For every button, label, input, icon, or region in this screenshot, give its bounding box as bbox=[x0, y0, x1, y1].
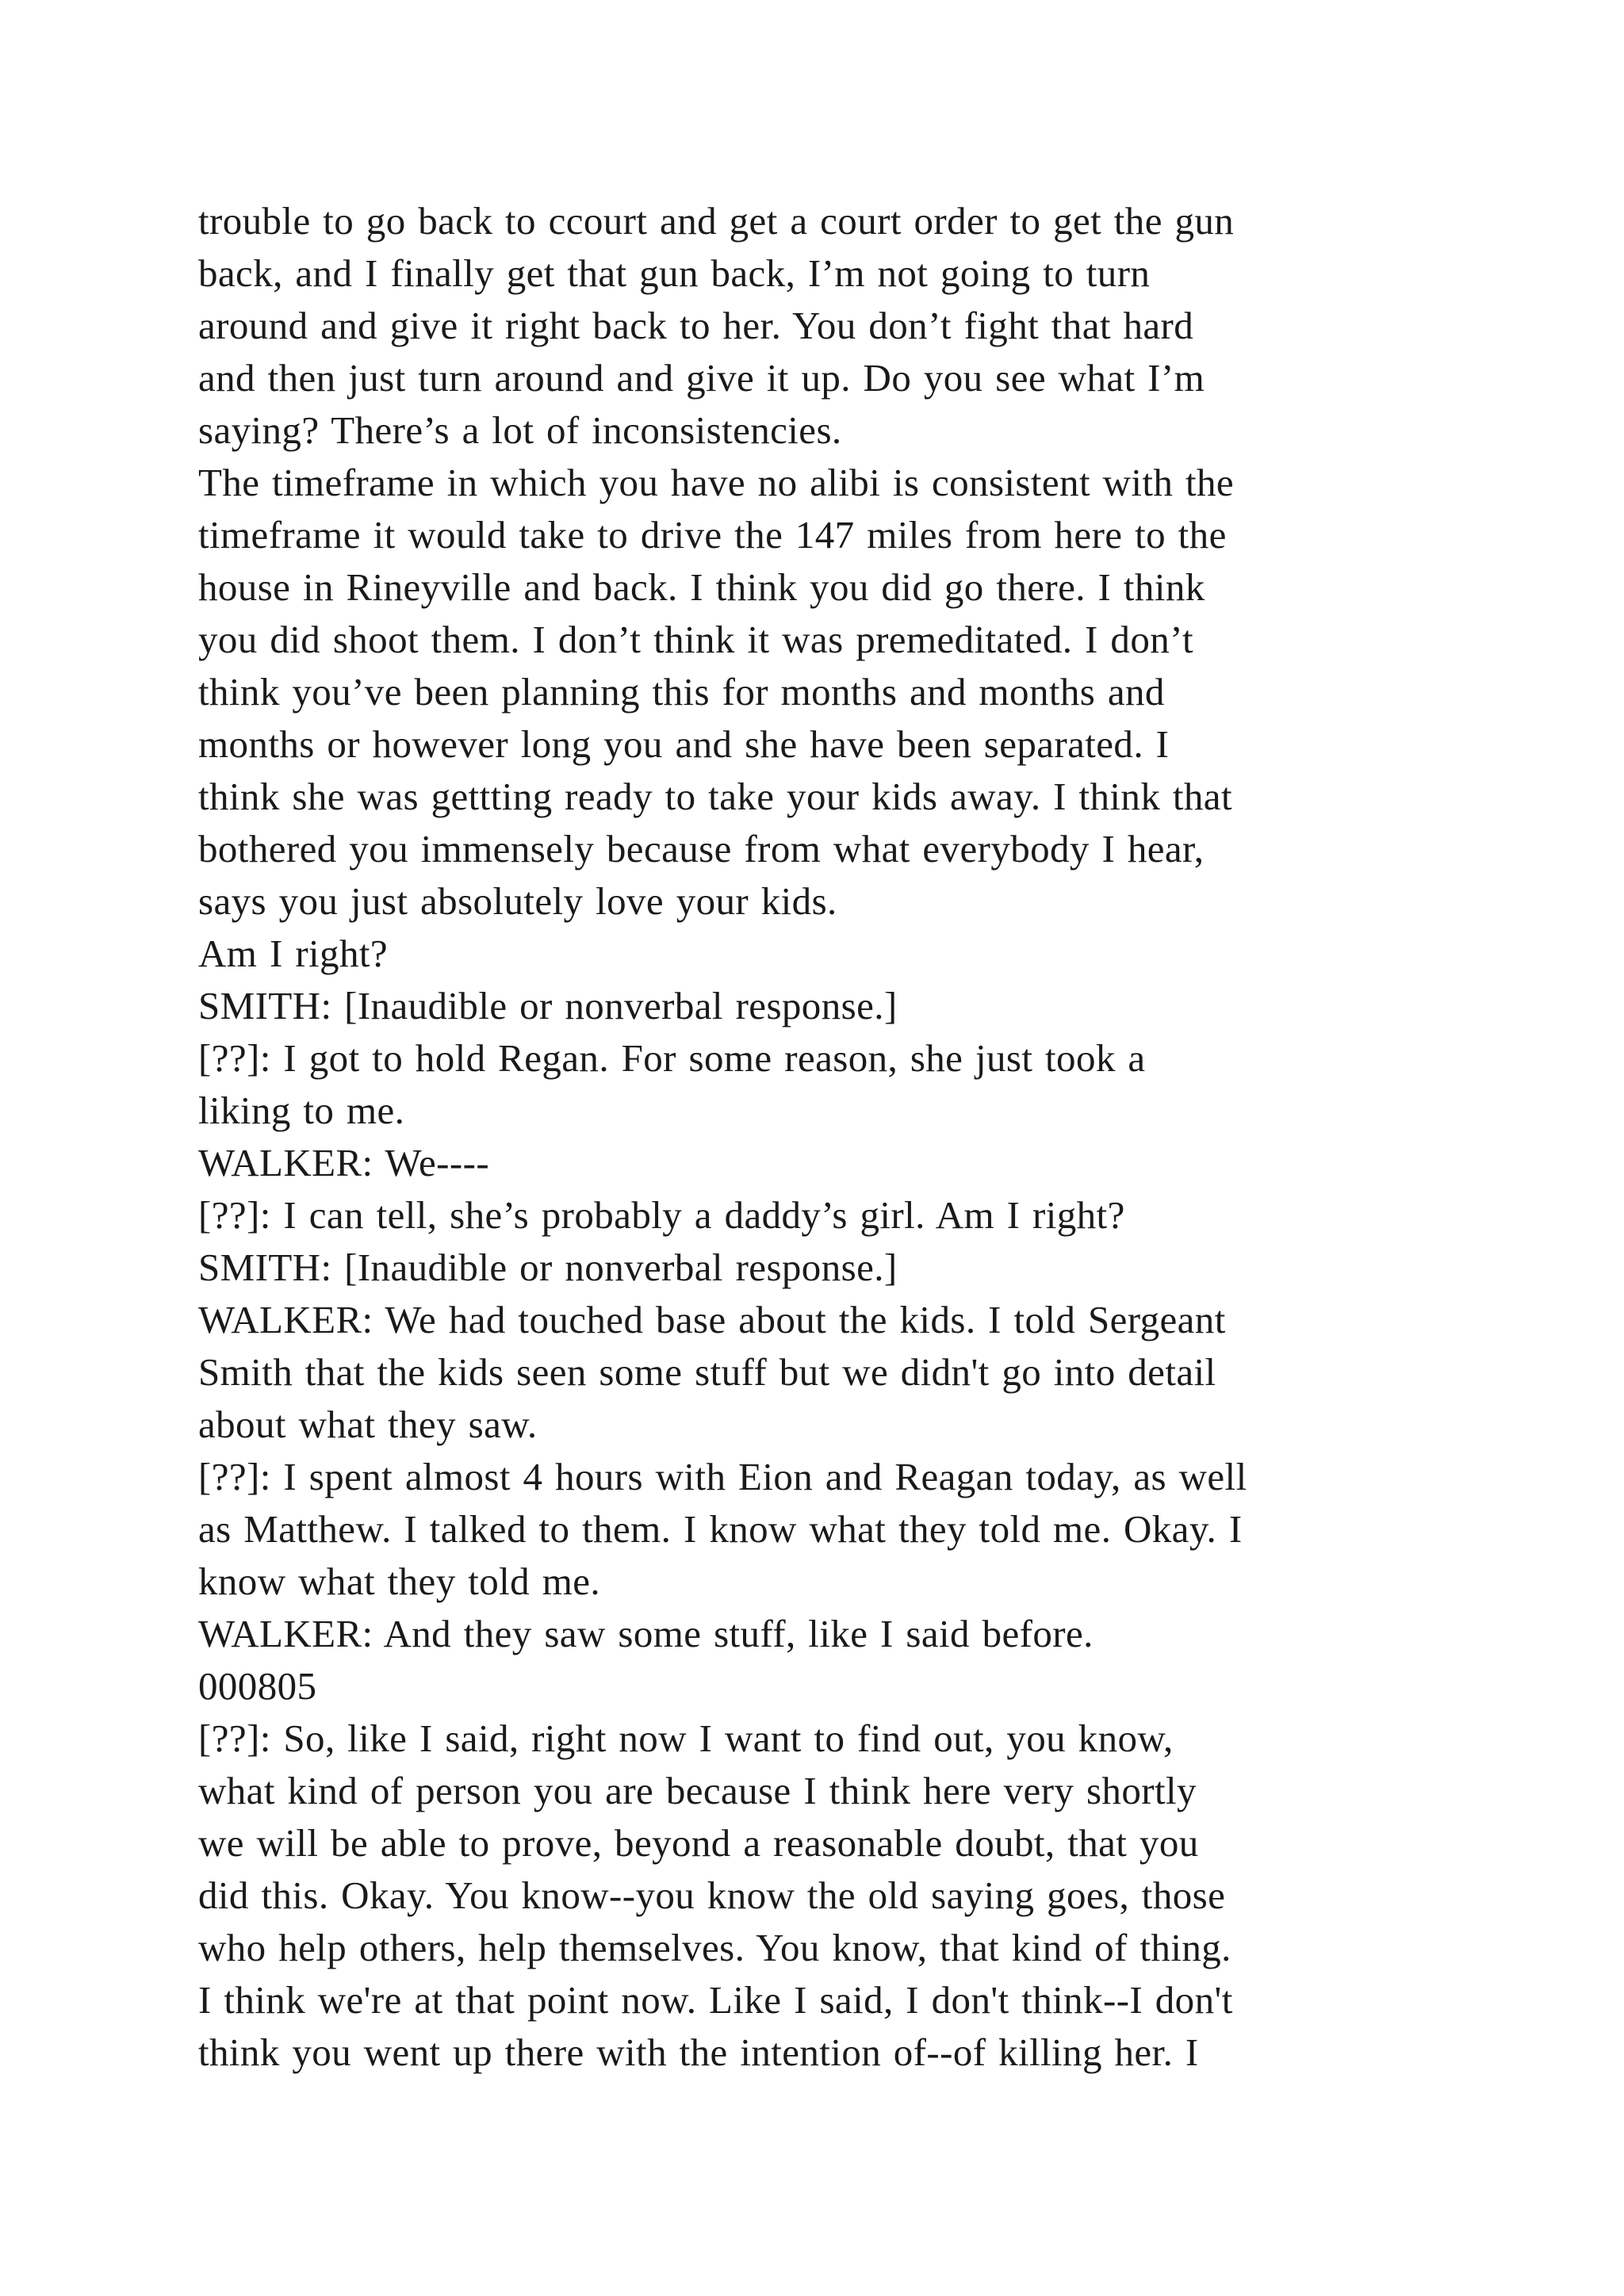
transcript-line: The timeframe in which you have no alibi is consistent with the bbox=[198, 461, 1235, 504]
transcript-line: 000805 bbox=[198, 1664, 317, 1708]
transcript-line: back, and I finally get that gun back, I’m not going to turn bbox=[198, 251, 1151, 295]
transcript-line: who help others, help themselves. You know, that kind of thing. bbox=[198, 1926, 1231, 1969]
transcript-line: WALKER: We---- bbox=[198, 1141, 490, 1184]
transcript-line: trouble to go back to ccourt and get a court order to get the gun bbox=[198, 199, 1235, 243]
transcript-line: think you went up there with the intention of--of killing her. I bbox=[198, 2030, 1199, 2074]
transcript-line: know what they told me. bbox=[198, 1559, 601, 1603]
transcript-line: Am I right? bbox=[198, 932, 389, 975]
transcript-line: bothered you immensely because from what everybody I hear, bbox=[198, 827, 1205, 871]
transcript-line: as Matthew. I talked to them. I know what they told me. Okay. I bbox=[198, 1507, 1243, 1551]
transcript-line: saying? There’s a lot of inconsistencies. bbox=[198, 408, 842, 452]
transcript-line: around and give it right back to her. You don’t fight that hard bbox=[198, 304, 1194, 347]
transcript-line: SMITH: [Inaudible or nonverbal response.] bbox=[198, 1246, 898, 1289]
transcript-line: we will be able to prove, beyond a reasonable doubt, that you bbox=[198, 1821, 1199, 1865]
transcript-line: months or however long you and she have been separated. I bbox=[198, 722, 1170, 766]
transcript-line: [??]: I got to hold Regan. For some reason, she just took a bbox=[198, 1036, 1146, 1080]
transcript-line: timeframe it would take to drive the 147 miles from here to the bbox=[198, 513, 1227, 557]
transcript-line: liking to me. bbox=[198, 1089, 405, 1132]
transcript-line: did this. Okay. You know--you know the old saying goes, those bbox=[198, 1873, 1226, 1917]
transcript-body bbox=[198, 195, 1443, 2079]
transcript-line: think she was gettting ready to take your kids away. I think that bbox=[198, 775, 1232, 818]
transcript-line: says you just absolutely love your kids. bbox=[198, 879, 837, 923]
transcript-line: what kind of person you are because I think here very shortly bbox=[198, 1769, 1197, 1812]
transcript-line: and then just turn around and give it up. Do you see what I’m bbox=[198, 356, 1205, 400]
transcript-line: you did shoot them. I don’t think it was premeditated. I don’t bbox=[198, 618, 1193, 661]
transcript-line: house in Rineyville and back. I think you did go there. I think bbox=[198, 565, 1205, 609]
transcript-line: SMITH: [Inaudible or nonverbal response.] bbox=[198, 984, 898, 1027]
transcript-line: [??]: I can tell, she’s probably a daddy’s girl. Am I right? bbox=[198, 1193, 1125, 1237]
transcript-line: [??]: So, like I said, right now I want to find out, you know, bbox=[198, 1716, 1174, 1760]
transcript-line: WALKER: And they saw some stuff, like I said before. bbox=[198, 1612, 1094, 1655]
transcript-line: Smith that the kids seen some stuff but we didn't go into detail bbox=[198, 1350, 1216, 1394]
transcript-line: [??]: I spent almost 4 hours with Eion and Reagan today, as well bbox=[198, 1455, 1247, 1498]
transcript-line: about what they saw. bbox=[198, 1402, 538, 1446]
transcript-line: I think we're at that point now. Like I said, I don't think--I don't bbox=[198, 1978, 1233, 2022]
transcript-line: WALKER: We had touched base about the kids. I told Sergeant bbox=[198, 1298, 1226, 1341]
transcript-line: think you’ve been planning this for months and months and bbox=[198, 670, 1165, 714]
